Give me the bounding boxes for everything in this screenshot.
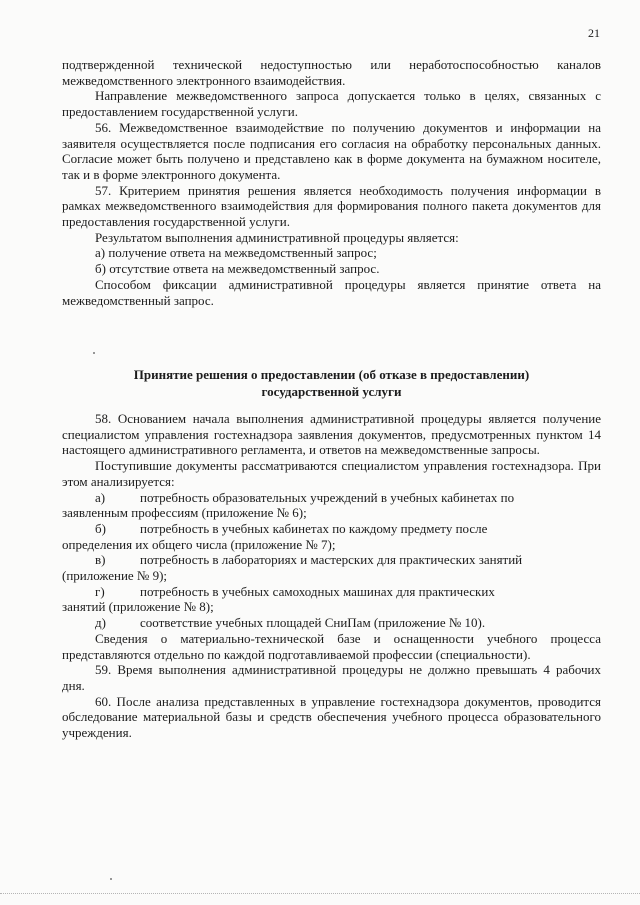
list-item [62,615,601,631]
list-item [62,490,601,521]
analysis-list [62,490,601,631]
list-item-letter: а) [95,489,106,505]
list-item-continuation: занятий (приложение № 8); [62,599,214,615]
list-item-text: потребность в учебных кабинетах по каждому предмету после [140,520,488,536]
scan-speck [93,352,95,354]
result-item-a: а) получение ответа на межведомственный запрос; [95,245,377,261]
paragraph-59: 59. Время выполнения административной процедуры не должно превышать 4 рабочих дня. [62,662,601,693]
paragraph-interagency-request: Направление межведомственного запроса допускается только в целях, связанных с предоставлением государственной услуги. [62,88,601,120]
result-item-b: б) отсутствие ответа на межведомственный запрос. [95,261,380,277]
list-item-text: потребность в учебных самоходных машинах для практических [140,583,495,599]
list-item-letter: г) [95,583,105,599]
list-item [62,552,601,583]
paragraph-56: 56. Межведомственное взаимодействие по получению документов и информации на заявителя осуществляется после подписания его согласия на обработку персональных данных. Согласие может быть получено и представлено как в форме документа на бумажном носителе, так и в форме электронного документа. [62,119,601,182]
paragraph-result: Результатом выполнения административной процедуры является: [95,229,459,245]
list-item-continuation: заявленным профессиям (приложение № 6); [62,505,307,521]
list-item-text: потребность образовательных учреждений в учебных кабинетах по [140,489,515,505]
top-text-block [62,57,601,308]
paragraph-continuation: подтвержденной технической недоступностью или неработоспособностью каналов межведомственного электронного взаимодействия. [62,57,601,88]
section-heading [62,366,601,400]
list-item-continuation: (приложение № 9); [62,568,168,584]
list-item-letter: б) [95,520,106,536]
list-item [62,521,601,552]
list-item-text: соответствие учебных площадей СниПам (приложение № 10). [140,615,486,631]
paragraph-58: 58. Основанием начала выполнения административной процедуры является получение специалистом управления гостехнадзора заявления документов, предусмотренных пунктом 14 настоящего административного регламента, и ответов на межведомственные запросы. [62,411,601,458]
section-heading-line-1: Принятие решения о предоставлении (об отказе в предоставлении) [133,367,530,382]
page-number: 21 [588,26,600,40]
paragraph-material-base: Сведения о материально-технической базе и оснащенности учебного процесса представляются отдельно по каждой подготавливаемой профессии (специальности). [62,630,601,662]
section-text-block [62,411,601,741]
list-item-letter: в) [95,552,106,568]
paragraph-60: 60. После анализа представленных в управление гостехнадзора документов, проводится обследование материальной базы и средств обеспечения учебного процесса образовательного учреждения. [62,693,601,741]
paragraph-57: 57. Критерием принятия решения является необходимость получения информации в рамках межведомственного взаимодействия для формирования полного пакета документов для предоставления государственной услуги. [62,182,601,230]
section-heading-line-2: государственной услуги [261,384,402,399]
scan-bottom-edge [0,893,640,894]
list-item-letter: д) [95,615,106,631]
paragraph-fixation: Способом фиксации административной процедуры является принятие ответа на межведомственный запрос. [62,276,601,308]
paragraph-documents-review: Поступившие документы рассматриваются специалистом управления гостехнадзора. При этом анализируется: [62,458,601,489]
list-item-text: потребность в лабораториях и мастерских для практических занятий [140,552,523,568]
list-item-continuation: определения их общего числа (приложение № 7); [62,536,336,552]
scan-speck [110,878,112,880]
list-item [62,584,601,615]
